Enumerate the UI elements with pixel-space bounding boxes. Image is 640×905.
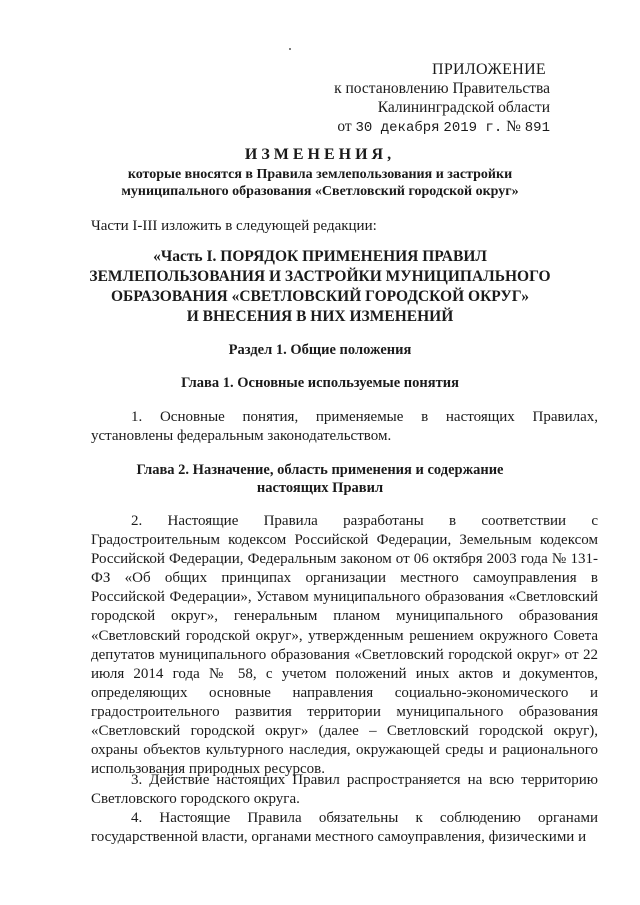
chapter-2-heading-line-2: настоящих Правил (256, 480, 384, 496)
appendix-line-1: к постановлению Правительства (334, 80, 550, 97)
part-title-line-1: «Часть I. ПОРЯДОК ПРИМЕНЕНИЯ ПРАВИЛ (153, 248, 487, 265)
appendix-date-line (334, 117, 550, 138)
scan-speck (289, 48, 291, 50)
date-year: 2019 г. (443, 120, 503, 136)
chapter-2-heading (0, 461, 640, 497)
chapter-2-heading-line-1: Глава 2. Назначение, область применения и содержание (136, 462, 504, 478)
section-heading: Раздел 1. Общие положения (228, 342, 412, 358)
changes-title: ИЗМЕНЕНИЯ, (244, 146, 396, 163)
part-title-line-4: И ВНЕСЕНИЯ В НИХ ИЗМЕНЕНИЙ (186, 308, 454, 325)
number-sign: № (506, 118, 521, 135)
changes-subtitle-line-1: которые вносятся в Правила землепользования и застройки (127, 167, 513, 182)
changes-subtitle (0, 166, 640, 200)
date-value: 30 декабря (355, 120, 440, 136)
date-prefix: от (337, 118, 352, 135)
chapter-1-heading: Глава 1. Основные используемые понятия (181, 375, 459, 391)
paragraph-3: 3. Действие настоящих Правил распространяется на всю территорию Светловского городского округа. (91, 772, 598, 808)
paragraph-2: 2. Настоящие Правила разработаны в соответствии с Градостроительным кодексом Российской Федерации, Земельным кодексом Российской Федерации, Федеральным законом от 06 октября 2003 года № 131-ФЗ «Об общих принципах организации местного самоуправления в Российской Федерации», Уставом муниципального образования «Светловский городской округ», генеральным планом муниципального образования «Светловский городской округ», утвержденным решением окружного Совета депутатов муниципального образования «Светловский городской округ» от 22 июля 2014 года № 58, с учетом положений иных актов и документов, определяющих основные направления социально-экономического и градостроительного развития территории муниципального образования «Светловский городской округ» (далее – Светловский городской округ), охраны объектов культурного наследия, окружающей среды и рационального использования природных ресурсов. (91, 513, 598, 778)
part-title-line-3: ОБРАЗОВАНИЯ «СВЕТЛОВСКИЙ ГОРОДСКОЙ ОКРУГ» (111, 288, 529, 305)
changes-subtitle-line-2: муниципального образования «Светловский городской округ» (121, 184, 519, 199)
part-title-line-2: ЗЕМЛЕПОЛЬЗОВАНИЯ И ЗАСТРОЙКИ МУНИЦИПАЛЬНОГО (89, 268, 551, 285)
part-title (0, 247, 640, 327)
appendix-line-2: Калининградской области (377, 99, 550, 116)
document-number: 891 (524, 120, 550, 136)
appendix-block (334, 60, 550, 138)
paragraph-4: 4. Настоящие Правила обязательны к соблюдению органами государственной власти, органами местного самоуправления, физическими и (91, 810, 598, 846)
paragraph-1: 1. Основные понятия, применяемые в настоящих Правилах, установлены федеральным законодательством. (91, 409, 598, 445)
intro-text: Части I-III изложить в следующей редакции: (91, 218, 377, 234)
appendix-title: ПРИЛОЖЕНИЕ (431, 61, 546, 78)
